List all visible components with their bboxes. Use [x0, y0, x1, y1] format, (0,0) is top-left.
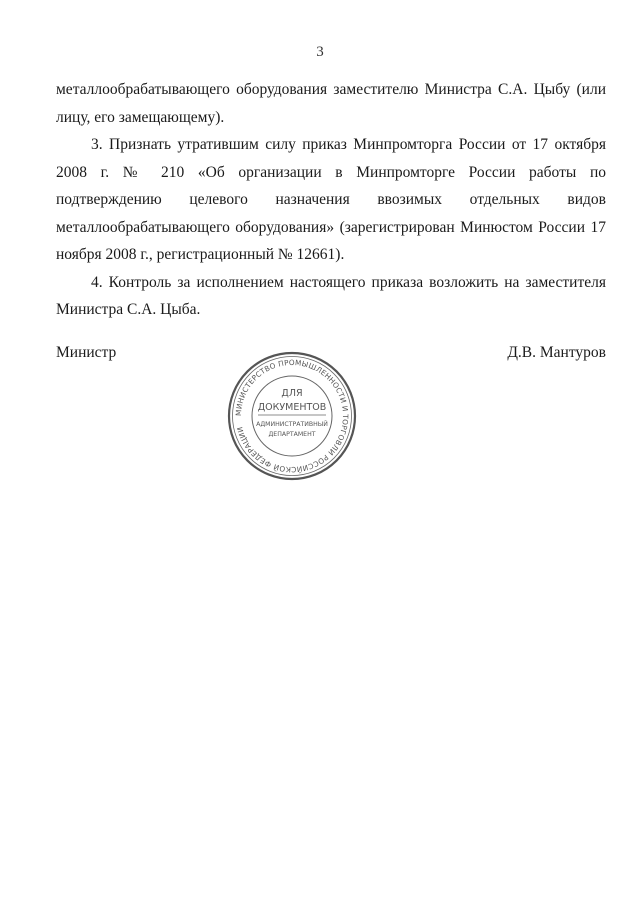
seal-line-3: АДМИНИСТРАТИВНЫЙ [256, 421, 328, 428]
paragraph-item-3: 3. Признать утратившим силу приказ Минпромторга России от 17 октября 2008 г. № 210 «Об организации в Минпромторге России работы по подтверждению целевого назначения ввозимых отдельных видов металлообрабатывающего оборудования» (зарегистрирован Минюстом России 17 ноября 2008 г., регистрационный № 12661). [56, 136, 606, 263]
document-body [56, 76, 606, 324]
page-number: 3 [316, 44, 324, 60]
seal-line-2: ДОКУМЕНТОВ [257, 402, 327, 413]
seal-line-1: ДЛЯ [281, 388, 303, 399]
signatory-name: Д.В. Мантуров [507, 344, 606, 361]
paragraph-item-4: 4. Контроль за исполнением настоящего приказа возложить на заместителя Министра С.А. Цыба. [56, 273, 606, 318]
signatory-title: Министр [56, 344, 117, 361]
seal-line-4: ДЕПАРТАМЕНТ [268, 431, 316, 438]
seal-ring-text: МИНИСТЕРСТВО ПРОМЫШЛЕННОСТИ И ТОРГОВЛИ РОССИЙСКОЙ ФЕДЕРАЦИИ [233, 357, 351, 475]
paragraph-continuation: металлообрабатывающего оборудования заместителю Министра С.А. Цыбу (или лицу, его замещающему). [56, 81, 606, 126]
seal-icon [226, 350, 358, 482]
official-seal-stamp [226, 350, 358, 482]
svg-text:МИНИСТЕРСТВО ПРОМЫШЛЕННОСТИ И [234, 358, 350, 474]
